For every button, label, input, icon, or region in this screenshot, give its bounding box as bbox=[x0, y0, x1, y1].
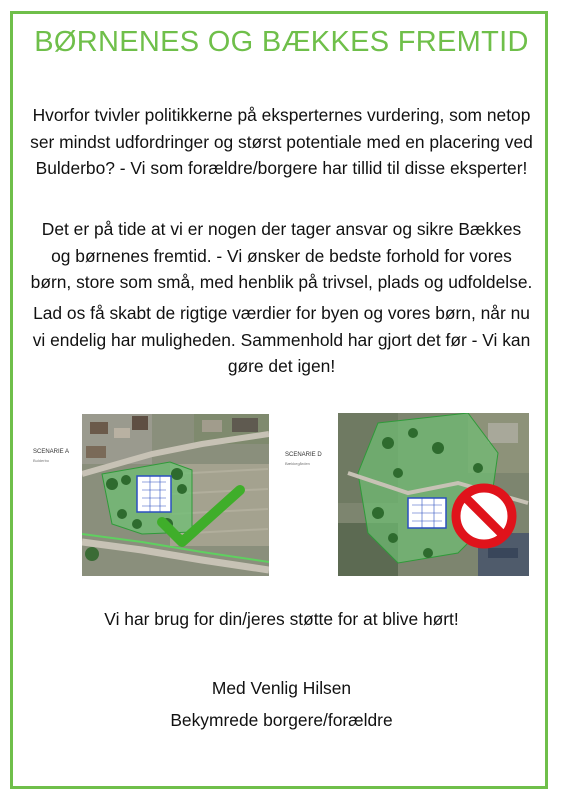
scenario-d-sublabel: Bækkegården bbox=[285, 461, 310, 466]
scenario-a-label: SCENARIE A bbox=[33, 449, 70, 455]
paragraph-1: Hvorfor tvivler politikkerne på eksperternes vurdering, som netop ser mindst udfordringer og størst potentiale med en placering ved Bulderbo? - Vi som forældre/borgere har tillid til disse eksperter! bbox=[30, 105, 533, 178]
scenario-d-map bbox=[338, 413, 529, 576]
scenario-a-map bbox=[82, 414, 269, 576]
greeting: Med Venlig Hilsen bbox=[211, 678, 352, 698]
page-title: BØRNENES OG BÆKKES FREMTID bbox=[34, 26, 529, 58]
scenario-d-label: SCENARIE D bbox=[285, 452, 322, 458]
signature: Bekymrede borgere/forældre bbox=[170, 710, 393, 730]
paragraph-2: Det er på tide at vi er nogen der tager ansvar og sikre Bækkes og børnenes fremtid. - Vi ønsker de bedste forhold for vores børn, store som små, med henblik på trivsel, plads og udfoldelse. bbox=[30, 219, 533, 292]
support-line: Vi har brug for din/jeres støtte for at blive hørt! bbox=[104, 609, 459, 629]
paragraph-3: Lad os få skabt de rigtige værdier for byen og vores børn, når nu vi endelig har muligheden. Sammenhold har gjort det før - Vi kan gøre det igen! bbox=[32, 303, 531, 376]
scenario-a-sublabel: Bulderbo bbox=[33, 458, 50, 463]
